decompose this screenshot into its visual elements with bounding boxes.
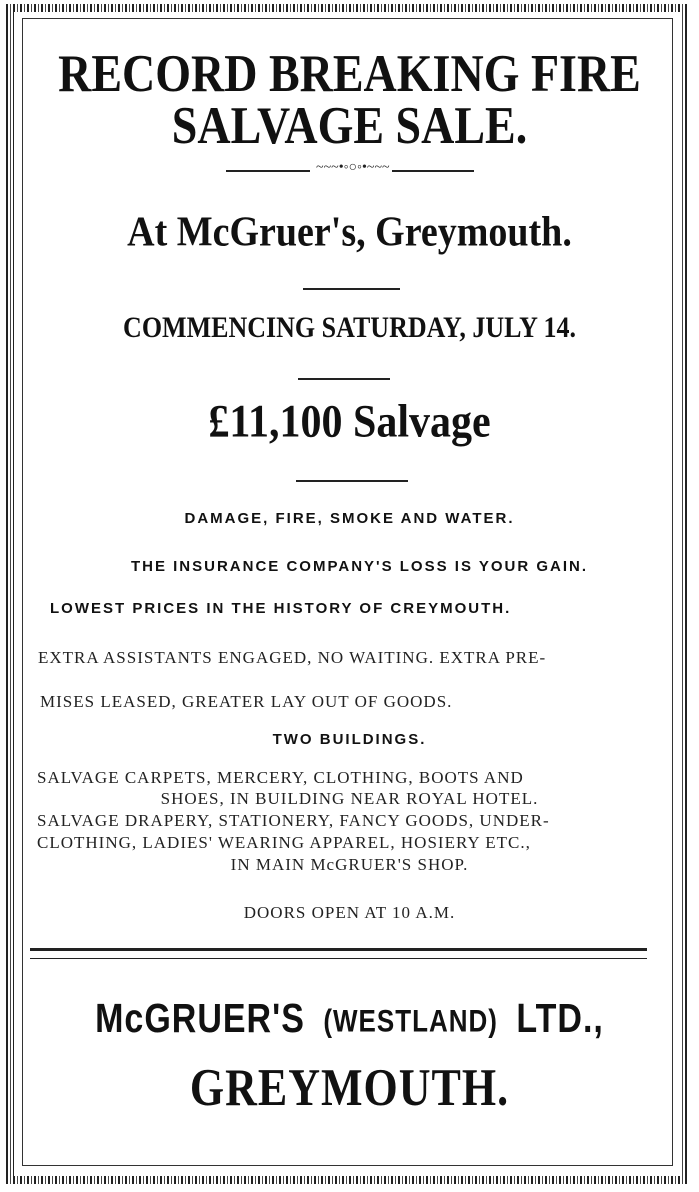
extra-assistants-line-1: EXTRA ASSISTANTS ENGAGED, NO WAITING. EXTRA PRE-: [38, 648, 547, 667]
carpets-line-1: SALVAGE CARPETS, MERCERY, CLOTHING, BOOTS AND: [37, 768, 524, 787]
doors-open-line: DOORS OPEN AT 10 A.M.: [243, 903, 456, 922]
divider-rule-3: [296, 480, 408, 482]
company-name: McGRUER'S: [95, 996, 305, 1042]
footer-rule-thin: [30, 958, 647, 959]
drapery-line-1: SALVAGE DRAPERY, STATIONERY, FANCY GOODS, UNDER-: [37, 811, 550, 830]
ornament: ~~~•◦○◦•~~~: [316, 160, 390, 175]
drapery-line-3: IN MAIN McGRUER'S SHOP.: [230, 855, 469, 874]
extra-assistants-line-2: MISES LEASED, GREATER LAY OUT OF GOODS.: [40, 692, 453, 711]
headline-line-1: RECORD BREAKING FIRE: [58, 44, 641, 103]
insurance-line: THE INSURANCE COMPANY'S LOSS IS YOUR GAIN.: [130, 558, 589, 575]
location-title: At McGruer's, Greymouth.: [127, 208, 572, 256]
company-line: [0, 996, 699, 1042]
damage-line: DAMAGE, FIRE, SMOKE AND WATER.: [184, 510, 515, 527]
ornament-rule-right: [392, 170, 474, 172]
company-westland: (WESTLAND): [323, 1002, 498, 1039]
ornament-rule-left: [226, 170, 310, 172]
company-ltd: LTD.,: [516, 996, 604, 1042]
carpets-line-2: SHOES, IN BUILDING NEAR ROYAL HOTEL.: [160, 789, 539, 808]
footer-rule-thick: [30, 948, 647, 951]
footer-town: GREYMOUTH.: [189, 1058, 510, 1117]
divider-rule-2: [298, 378, 390, 380]
two-buildings-line: TWO BUILDINGS.: [272, 731, 427, 748]
headline-line-2: SALVAGE SALE.: [171, 96, 528, 155]
inner-border: [22, 18, 673, 1166]
drapery-line-2: CLOTHING, LADIES' WEARING APPAREL, HOSIERY ETC.,: [37, 833, 531, 852]
divider-rule-1: [303, 288, 400, 290]
commencing-date: COMMENCING SATURDAY, JULY 14.: [123, 310, 576, 345]
lowest-prices-line: LOWEST PRICES IN THE HISTORY OF CREYMOUTH.: [50, 600, 512, 617]
salvage-amount: £11,100 Salvage: [208, 396, 491, 448]
